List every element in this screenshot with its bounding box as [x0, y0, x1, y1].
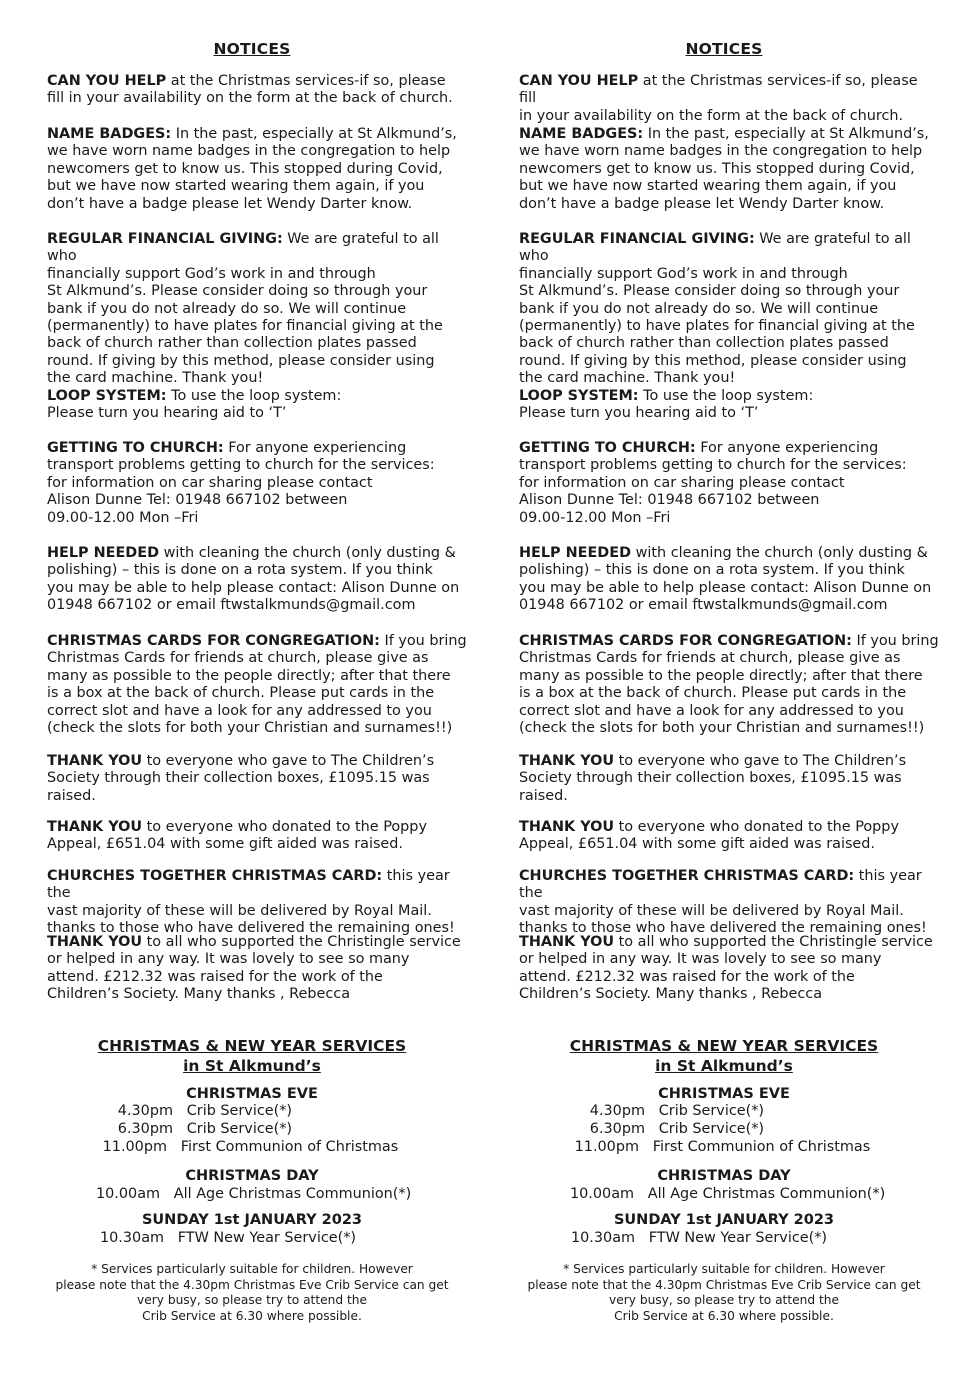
- notice-label: THANK YOU: [47, 934, 143, 950]
- notices-heading: NOTICES: [213, 40, 291, 58]
- services-footnote: * Services particularly suitable for children. However please note that the 4.30pm Christmas Eve Crib Service can get very busy, so please try to attend the Crib Service at 6.30 where possible.: [527, 1262, 921, 1323]
- notice-thank-you-childrens-society: [47, 753, 467, 805]
- notice-text: this year the vast majority of these will be delivered by Royal Mail. thanks to those who have delivered the remaining ones!: [47, 868, 455, 937]
- services-title-line2: in St Alkmund’s: [183, 1057, 321, 1075]
- service-line: [97, 1102, 292, 1120]
- notice-label: GETTING TO CHURCH:: [519, 440, 696, 456]
- christmas-eve-heading: CHRISTMAS EVE: [658, 1086, 790, 1102]
- notice-text: at the Christmas services-if so, please fill in your availability on the form at the back of church.: [47, 73, 453, 107]
- notice-loop-system: [47, 388, 467, 423]
- service-line: [569, 1138, 870, 1156]
- notice-label: REGULAR FINANCIAL GIVING:: [519, 231, 755, 247]
- service-line: [569, 1120, 764, 1138]
- notice-thank-you-poppy: [47, 819, 467, 854]
- service-time: 4.30pm: [117, 1103, 173, 1119]
- notice-regular-giving: [47, 231, 467, 388]
- service-name: All Age Christmas Communion(*): [647, 1186, 886, 1202]
- christmas-day-heading: CHRISTMAS DAY: [657, 1168, 791, 1184]
- notice-thank-you-christingle: [519, 934, 939, 1004]
- service-name: Crib Service(*): [658, 1103, 765, 1119]
- notice-text: this year the vast majority of these will be delivered by Royal Mail. thanks to those who have delivered the remaining ones!: [519, 868, 927, 937]
- notice-name-badges: [519, 126, 939, 213]
- service-time: 11.00pm: [574, 1139, 639, 1155]
- notice-christmas-cards: [519, 633, 939, 737]
- notices-heading: NOTICES: [685, 40, 763, 58]
- notice-regular-giving: [519, 231, 939, 388]
- notice-text: We are grateful to all who financially support God’s work in and through St Alkmund’s. Please consider doing so through your bank if you do not already do so. We will continue (permanently) to have plates for financial giving at the back of church rather than collection plates passed round. If giving by this method, please consider using the card machine. Thank you!: [47, 231, 443, 387]
- notice-text: at the Christmas services-if so, please fill in your availability on the form at the back of church.: [519, 73, 918, 124]
- service-time: 6.30pm: [117, 1121, 173, 1137]
- notice-thank-you-childrens-society: [519, 753, 939, 805]
- notice-getting-to-church: [519, 440, 939, 527]
- service-time: 4.30pm: [589, 1103, 645, 1119]
- notice-label: THANK YOU: [519, 819, 615, 835]
- notice-text: to everyone who gave to The Children’s Society through their collection boxes, £1095.15 was raised.: [47, 753, 435, 804]
- notice-label: HELP NEEDED: [519, 545, 632, 561]
- service-line: [97, 1138, 398, 1156]
- notice-text: If you bring Christmas Cards for friends at church, please give as many as possible to the people directly; after that there is a box at the back of church. Please put cards in the correct slot and have a look for any addressed to you (check the slots for both your Christian and surnames!!): [519, 633, 939, 737]
- notice-text: with cleaning the church (only dusting & polishing) – this is done on a rota system. If you think you may be able to help please contact: Alison Dunne on 01948 667102 or email ftwstalkmunds@gmail.com: [519, 545, 932, 614]
- notice-label: THANK YOU: [519, 934, 615, 950]
- christmas-day-heading: CHRISTMAS DAY: [185, 1168, 319, 1184]
- new-year-heading: SUNDAY 1st JANUARY 2023: [141, 1212, 363, 1228]
- notice-text: We are grateful to all who financially support God’s work in and through St Alkmund’s. Please consider doing so through your bank if you do not already do so. We will continue (permanently) to have plates for financial giving at the back of church rather than collection plates passed round. If giving by this method, please consider using the card machine. Thank you!: [519, 231, 915, 387]
- notice-thank-you-poppy: [519, 819, 939, 854]
- notice-text: to everyone who gave to The Children’s Society through their collection boxes, £1095.15 was raised.: [519, 753, 907, 804]
- christmas-eve-heading: CHRISTMAS EVE: [186, 1086, 318, 1102]
- service-time: 10.00am: [570, 1186, 635, 1202]
- notice-text: For anyone experiencing transport problems getting to church for the services: for information on car sharing please contact Alison Dunne Tel: 01948 667102 between 09.00-12.00 Mon –Fri: [47, 440, 435, 526]
- notice-label: CHURCHES TOGETHER CHRISTMAS CARD:: [47, 868, 383, 884]
- service-line: [100, 1229, 356, 1247]
- services-title-line2: in St Alkmund’s: [655, 1057, 793, 1075]
- notice-label: THANK YOU: [47, 819, 143, 835]
- notice-text: to all who supported the Christingle service or helped in any way. It was lovely to see so many attend. £212.32 was raised for the work of the Children’s Society. Many thanks , Rebecca: [47, 934, 461, 1003]
- notice-text: to everyone who donated to the Poppy Appeal, £651.04 with some gift aided was raised.: [47, 819, 427, 853]
- notice-label: NAME BADGES:: [519, 126, 644, 142]
- service-name: First Communion of Christmas: [180, 1139, 399, 1155]
- notice-getting-to-church: [47, 440, 467, 527]
- notice-can-you-help: [47, 73, 467, 108]
- service-line: [97, 1120, 292, 1138]
- service-time: 6.30pm: [589, 1121, 645, 1137]
- notice-text: to all who supported the Christingle service or helped in any way. It was lovely to see so many attend. £212.32 was raised for the work of the Children’s Society. Many thanks , Rebecca: [519, 934, 933, 1003]
- notice-label: CAN YOU HELP: [47, 73, 167, 89]
- notice-text: In the past, especially at St Alkmund’s, we have worn name badges in the congregation to help newcomers get to know us. This stopped during Covid, but we have now started wearing them again, if you don’t have a badge please let Wendy Darter know.: [47, 126, 457, 212]
- service-line: [571, 1229, 827, 1247]
- service-name: Crib Service(*): [186, 1121, 293, 1137]
- service-name: FTW New Year Service(*): [648, 1230, 828, 1246]
- left-notices-column: [47, 0, 477, 1386]
- notice-label: REGULAR FINANCIAL GIVING:: [47, 231, 283, 247]
- service-name: First Communion of Christmas: [652, 1139, 871, 1155]
- services-footnote: * Services particularly suitable for children. However please note that the 4.30pm Christmas Eve Crib Service can get very busy, so please try to attend the Crib Service at 6.30 where possible.: [55, 1262, 449, 1323]
- notice-label: CHRISTMAS CARDS FOR CONGREGATION:: [47, 633, 380, 649]
- services-title: [519, 1036, 929, 1076]
- notice-thank-you-christingle: [47, 934, 467, 1004]
- services-title-line1: CHRISTMAS & NEW YEAR SERVICES: [569, 1037, 879, 1055]
- notice-churches-together: [519, 868, 939, 938]
- service-line: [569, 1102, 764, 1120]
- notice-name-badges: [47, 126, 467, 213]
- notice-label: NAME BADGES:: [47, 126, 172, 142]
- notice-can-you-help: [519, 73, 939, 125]
- notice-text: If you bring Christmas Cards for friends at church, please give as many as possible to the people directly; after that there is a box at the back of church. Please put cards in the correct slot and have a look for any addressed to you (check the slots for both your Christian and surnames!!): [47, 633, 467, 737]
- service-time: 10.30am: [571, 1230, 636, 1246]
- new-year-heading: SUNDAY 1st JANUARY 2023: [613, 1212, 835, 1228]
- notice-text: To use the loop system: Please turn you hearing aid to ‘T’: [47, 388, 342, 422]
- notice-label: CHURCHES TOGETHER CHRISTMAS CARD:: [519, 868, 855, 884]
- service-name: All Age Christmas Communion(*): [173, 1186, 412, 1202]
- notice-label: THANK YOU: [519, 753, 615, 769]
- notice-label: HELP NEEDED: [47, 545, 160, 561]
- notice-label: LOOP SYSTEM:: [519, 388, 639, 404]
- notice-text: In the past, especially at St Alkmund’s, we have worn name badges in the congregation to help newcomers get to know us. This stopped during Covid, but we have now started wearing them again, if you don’t have a badge please let Wendy Darter know.: [519, 126, 929, 212]
- service-name: Crib Service(*): [186, 1103, 293, 1119]
- services-title: [47, 1036, 457, 1076]
- notice-text: To use the loop system: Please turn you hearing aid to ‘T’: [519, 388, 814, 422]
- notice-label: CHRISTMAS CARDS FOR CONGREGATION:: [519, 633, 852, 649]
- service-line: [570, 1185, 885, 1203]
- service-line: [96, 1185, 411, 1203]
- service-time: 11.00pm: [102, 1139, 167, 1155]
- services-title-line1: CHRISTMAS & NEW YEAR SERVICES: [97, 1037, 407, 1055]
- notice-text: to everyone who donated to the Poppy Appeal, £651.04 with some gift aided was raised.: [519, 819, 899, 853]
- notice-help-needed: [519, 545, 939, 615]
- notice-label: GETTING TO CHURCH:: [47, 440, 224, 456]
- notice-help-needed: [47, 545, 467, 615]
- notice-text: For anyone experiencing transport problems getting to church for the services: for information on car sharing please contact Alison Dunne Tel: 01948 667102 between 09.00-12.00 Mon –Fri: [519, 440, 907, 526]
- notice-label: LOOP SYSTEM:: [47, 388, 167, 404]
- right-notices-column: [519, 0, 949, 1386]
- service-name: FTW New Year Service(*): [177, 1230, 357, 1246]
- notice-label: THANK YOU: [47, 753, 143, 769]
- notice-label: CAN YOU HELP: [519, 73, 639, 89]
- notice-christmas-cards: [47, 633, 467, 737]
- notice-loop-system: [519, 388, 939, 423]
- service-time: 10.30am: [100, 1230, 165, 1246]
- notice-text: with cleaning the church (only dusting & polishing) – this is done on a rota system. If you think you may be able to help please contact: Alison Dunne on 01948 667102 or email ftwstalkmunds@gmail.com: [47, 545, 460, 614]
- service-name: Crib Service(*): [658, 1121, 765, 1137]
- notice-churches-together: [47, 868, 467, 938]
- service-time: 10.00am: [96, 1186, 161, 1202]
